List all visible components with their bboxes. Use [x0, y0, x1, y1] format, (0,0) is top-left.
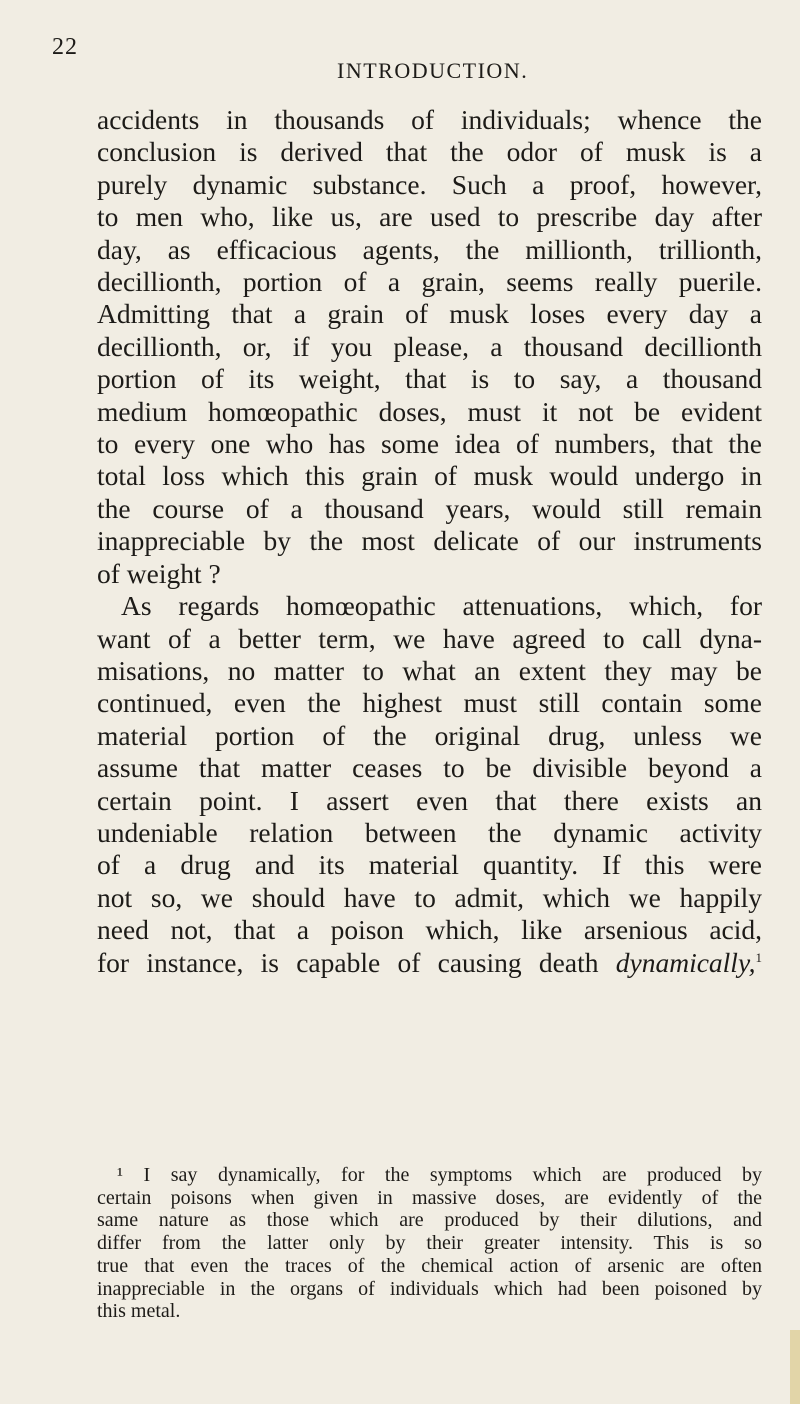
footnote-line: differ from the latter only by their greater intensity. This is so [97, 1232, 762, 1255]
body-line: purely dynamic substance. Such a proof, however, [97, 168, 762, 200]
footnote-line: ¹ I say dynamically, for the symptoms which are produced by [117, 1164, 762, 1186]
body-line: day, as efficacious agents, the millionth, trillionth, [97, 233, 762, 265]
body-line: conclusion is derived that the odor of musk is a [97, 136, 762, 168]
footnote [97, 1164, 762, 1323]
body-line: decillionth, or, if you please, a thousand decillionth [97, 330, 762, 362]
body-line: undeniable relation between the dynamic activity [97, 816, 762, 848]
footnote-line: inappreciable in the organs of individuals which had been poisoned by [97, 1277, 762, 1300]
body-line: need not, that a poison which, like arsenious acid, [97, 914, 762, 946]
body-line: want of a better term, we have agreed to call dyna- [97, 622, 762, 654]
body-line: of a drug and its material quantity. If this were [97, 849, 762, 881]
footnote-line: true that even the traces of the chemical action of arsenic are often [97, 1254, 762, 1277]
footnote-line: certain poisons when given in massive doses, are evidently of the [97, 1186, 762, 1209]
body-line: medium homœopathic doses, must it not be evident [97, 395, 762, 427]
body-text [97, 104, 762, 979]
body-line: portion of its weight, that is to say, a thousand [97, 363, 762, 395]
body-line: continued, even the highest must still contain some [97, 687, 762, 719]
running-head: INTRODUCTION. [337, 58, 529, 83]
body-line-final [97, 947, 762, 979]
body-line: accidents in thousands of individuals; whence the [97, 104, 762, 135]
body-line: certain point. I assert even that there exists an [97, 784, 762, 816]
page-number: 22 [52, 34, 78, 60]
body-line: to every one who has some idea of numbers, that the [97, 428, 762, 460]
footnote-line: this metal. [97, 1300, 181, 1323]
body-line: to men who, like us, are used to prescribe day after [97, 201, 762, 233]
body-line-text: for instance, is capable of causing death [97, 946, 599, 978]
body-line: the course of a thousand years, would still remain [97, 492, 762, 524]
body-line: assume that matter ceases to be divisible beyond a [97, 752, 762, 784]
body-line: misations, no matter to what an extent they may be [97, 654, 762, 686]
body-line: inappreciable by the most delicate of our instruments [97, 525, 762, 557]
emphasized-word: dynamically, [615, 946, 756, 978]
body-line: decillionth, portion of a grain, seems really puerile. [97, 266, 762, 298]
body-line: As regards homœopathic attenuations, which, for [121, 590, 762, 622]
body-line: Admitting that a grain of musk loses every day a [97, 298, 762, 330]
body-line: of weight ? [97, 557, 221, 589]
body-line: material portion of the original drug, unless we [97, 719, 762, 751]
footnote-marker: 1 [755, 949, 763, 965]
page-edge-discoloration [790, 1330, 800, 1404]
body-line: total loss which this grain of musk would undergo in [97, 460, 762, 492]
footnote-line: same nature as those which are produced by their dilutions, and [97, 1209, 762, 1232]
body-line: not so, we should have to admit, which we happily [97, 881, 762, 913]
